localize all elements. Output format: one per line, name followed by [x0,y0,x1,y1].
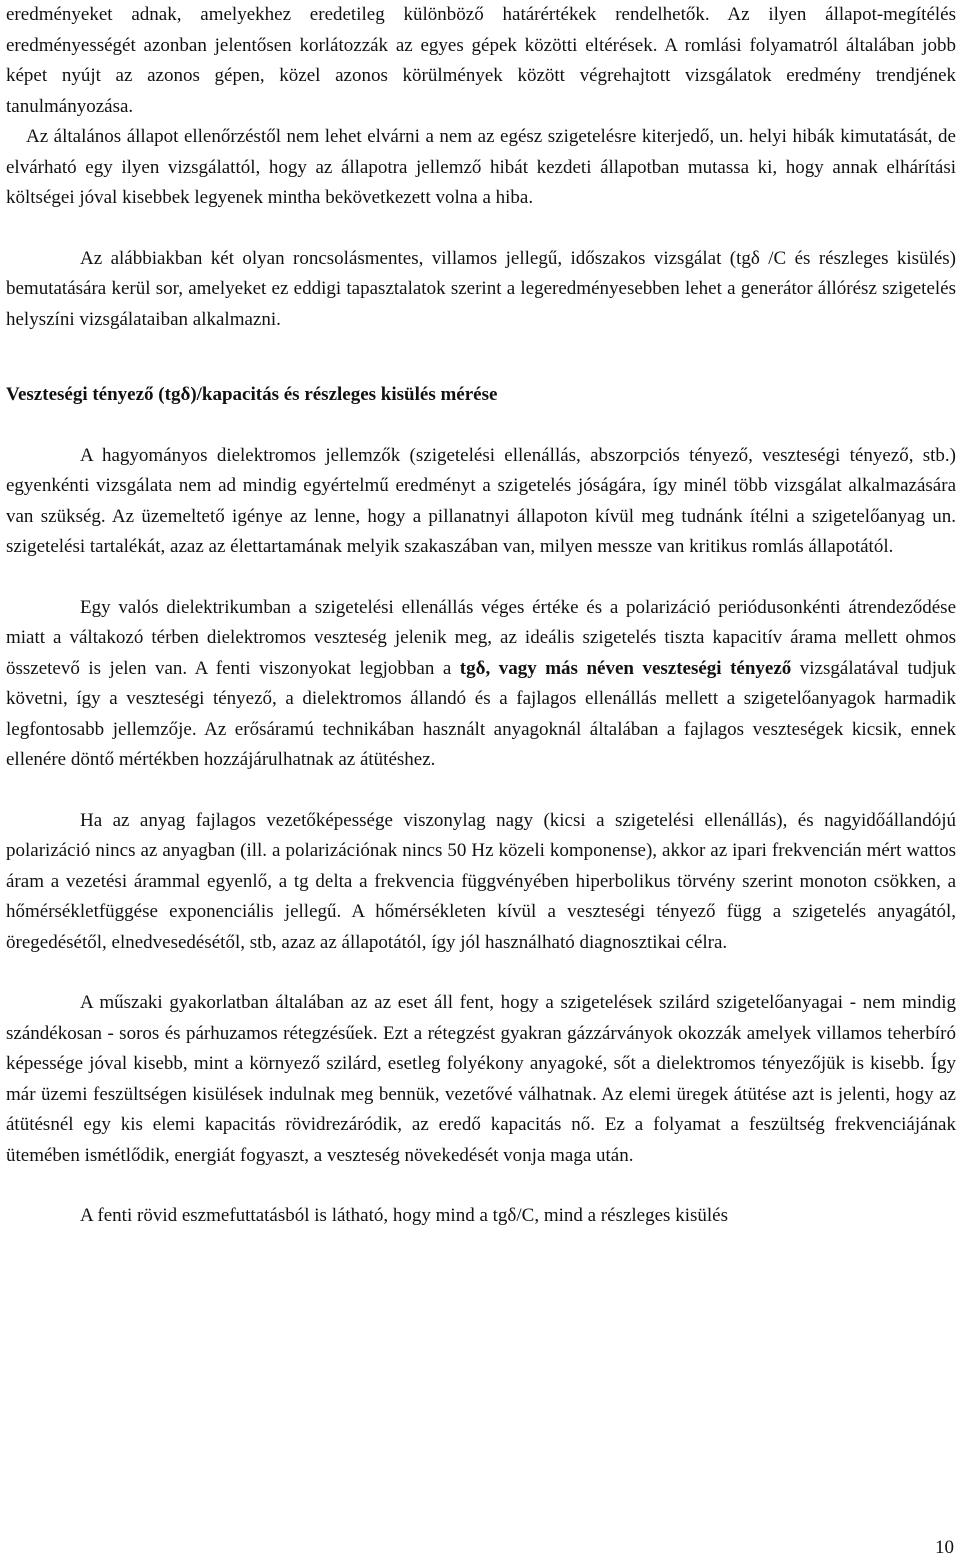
section-heading: Veszteségi tényező (tgδ)/kapacitás és részleges kisülés mérése [6,384,498,405]
paragraph-real-dielectric-part2: vizsgálatával tudjuk követni, így a veszteségi tényező, a dielektromos állandó és a fajlagos ellenállás mellett a szigetelőanyagok harmadik legfontosabb jellemzője. Az erősáramú technikában használt anyagoknál általában a fajlagos veszteségek kicsik, ennek ellenére döntő mértékben hozzájárulhatnak az átütéshez. [6,657,957,770]
paragraph-general-inspection: Az általános állapot ellenőrzéstől nem lehet elvárni a nem az egész szigetelésre kiterjedő, un. helyi hibák kimutatását, de elvárható egy ilyen vizsgálattól, hogy az állapotra jellemző hibát kezdeti állapotban mutassa ki, hogy annak elhárítási költségei jóval kisebbek legyenek mintha bekövetkezett volna a hiba. [6,126,956,208]
paragraph-real-dielectric-part1: Egy valós dielektrikumban a szigetelési ellenállás véges értéke és a polarizáció periódusonkénti átrendeződése miatt a váltakozó térben dielektromos veszteség jelenik meg, az ideális szigetelés tiszta kapacitív árama mellett ohmos összetevő is jelen van. A fenti viszonyokat legjobban a [6,596,956,679]
paragraph-intro-methods: Az alábbiakban két olyan roncsolásmentes, villamos jellegű, időszakos vizsgálat (tgδ /C és részleges kisülés) bemutatására kerül sor, amelyeket ez eddigi tapasztalatok szerint a legeredményesebben lehet a generátor állórész szigetelés helyszíni vizsgálataiban alkalmazni. [6,247,956,330]
paragraph-closing: A fenti rövid eszmefuttatásból is látható, hogy mind a tgδ/C, mind a részleges kisülés [80,1205,728,1226]
paragraph-conductivity: Ha az anyag fajlagos vezetőképessége viszonylag nagy (kicsi a szigetelési ellenállás), és nagyidőállandójú polarizáció nincs az anyagban (ill. a polarizációnak nincs 50 Hz közeli komponense), akkor az ipari frekvencián mért wattos áram a vezetési árammal egyenlő, a tg delta a frekvencia függvényében hiperbolikus törvény szerint monoton csökken, a hőmérsékletfüggése exponenciális jellegű. A hőmérsékleten kívül a veszteségi tényező függ a szigetelés anyagától, öregedésétől, elnedvesedésétől, stb, azaz az állapotától, így jól használható diagnosztikai célra. [6,809,956,953]
paragraph-dielectric-properties: A hagyományos dielektromos jellemzők (szigetelési ellenállás, abszorpciós tényező, veszteségi tényező, stb.) egyenkénti vizsgálata nem ad mindig egyértelmű eredményt a szigetelés jóságára, így minél több vizsgálat alkalmazására van szükség. Az üzemeltető igénye az lenne, hogy a pillanatnyi állapoton kívül meg tudnánk ítélni a szigetelőanyag un. szigetelési tartalékát, azaz az élettartamának melyik szakaszában van, milyen messze van kritikus romlás állapotától. [6,444,956,557]
bold-term-loss-factor: tgδ, vagy más néven veszteségi tényező [459,657,792,679]
paragraph-real-dielectric [6,593,956,776]
paragraph-continuation: eredményeket adnak, amelyekhez eredetileg különböző határértékek rendelhetők. Az ilyen állapot-megítélés eredményességét azonban jelentősen korlátozzák az egyes gépek közötti eltérések. A romlási folyamatról általában jobb képet nyújt az azonos gépen, közel azonos körülmények között végrehajtott vizsgálatok eredmény trendjének tanulmányozása. [6,4,956,117]
document-page [6,0,956,1232]
paragraph-layered-insulation: A műszaki gyakorlatban általában az az eset áll fent, hogy a szigetelések szilárd szigetelőanyagai - nem mindig szándékosan - soros és párhuzamos rétegzésűek. Ezt a rétegzést gyakran gázzárványok okozzák amelyek villamos teherbíró képessége jóval kisebb, mint a környező szilárd, esetleg folyékony anyagoké, sőt a dielektromos tényezőjük is kisebb. Így már üzemi feszültségen kisülések indulnak meg bennük, vezetővé válhatnak. Az elemi üregek átütése azt is jelenti, hogy az átütésnél egy kis elemi kapacitás rövidrezáródik, az eredő kapacitás nő. Ez a folyamat a feszültség frekvenciájának ütemében ismétlődik, energiát fogyaszt, a veszteség növekedését vonja maga után. [6,992,956,1166]
page-number: 10 [935,1536,954,1558]
